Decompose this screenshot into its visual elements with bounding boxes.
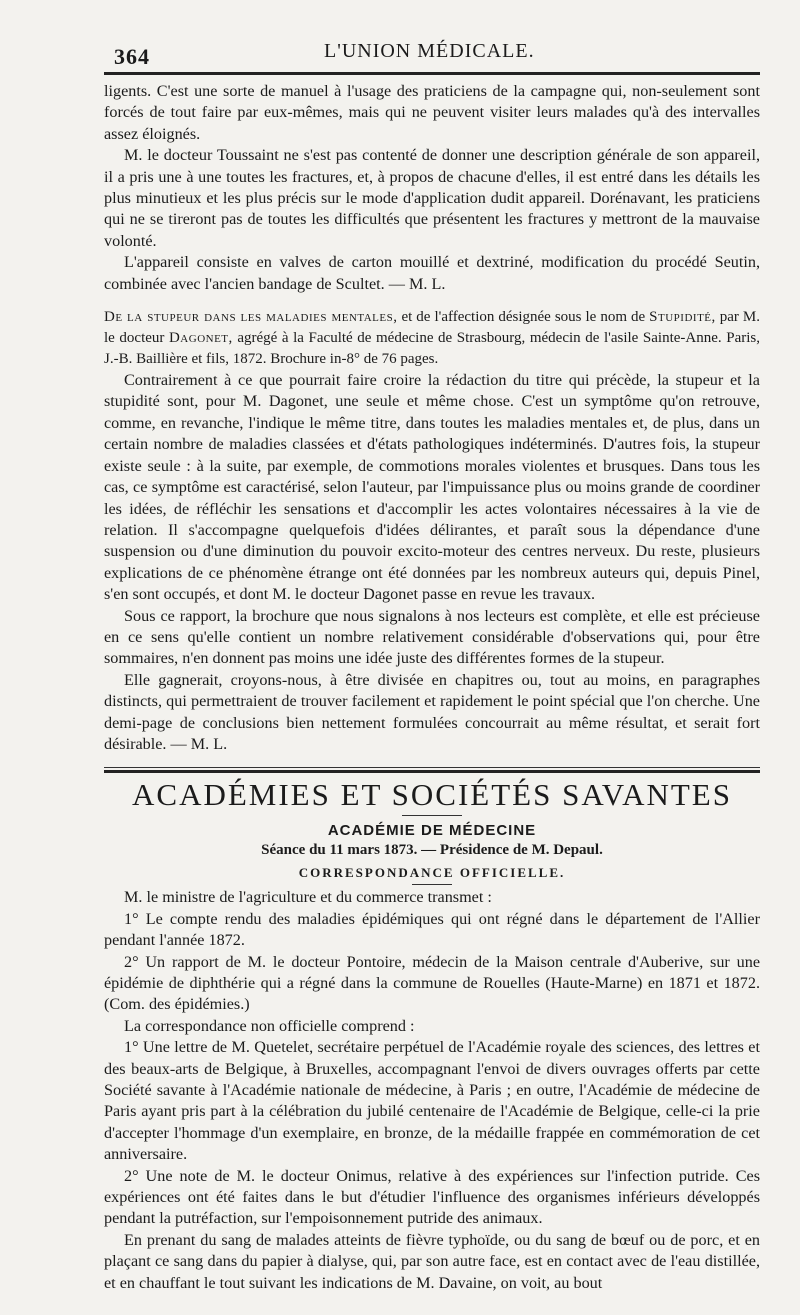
header-rule: [104, 72, 760, 75]
page-number: 364: [114, 44, 150, 69]
paragraph: L'appareil consiste en valves de carton mouillé et dextriné, modification du procédé Seutin, combinée avec l'ancien bandage de Scultet. — M. L.: [104, 253, 760, 293]
paragraph: En prenant du sang de malades atteints de fièvre typhoïde, ou du sang de bœuf ou de porc, et en plaçant ce sang dans du papier à dialyse, qui, par son autre face, est en contact avec de l'eau distillée, et en chauffant le tout suivant les indications de M. Davaine, on voit, au bout: [104, 1230, 760, 1292]
section-separator: [104, 767, 760, 773]
divider: [402, 815, 462, 816]
section-title: ACADÉMIES ET SOCIÉTÉS SAVANTES: [132, 777, 732, 813]
divider: [412, 884, 452, 885]
paragraph: Contrairement à ce que pourrait faire croire la rédaction du titre qui précède, la stupeur et la stupidité sont, pour M. Dagonet, une seule et même chose. C'est un symptôme qu'on retrouve, comme, en revanche, l'indique le même titre, dans toutes les maladies mentales et, de plus, dans un certain nombre de maladies classées et d'états pathologiques indéterminés. D'autres fois, la stupeur existe seule : à la suite, par exemple, de commotions morales violentes et brusques. Dans tous les cas, ce symptôme est caractérisé, selon l'auteur, par l'impuissance plus ou moins grande de coordiner les idées, de réfléchir les sensations et d'accomplir les actes volontaires nécessaires à la vie de relation. Il s'accompagne quelquefois d'idées délirantes, et paraît sous la dépendance d'une suspension ou d'une diminution du pouvoir excito-moteur des centres nerveux. Du reste, plusieurs explications de ce phénomène étrange ont été données par les nombreux auteurs qui, depuis Pinel, s'en sont occupés, et dont M. le docteur Dagonet passe en revue les travaux.: [104, 371, 760, 604]
list-item: 1° Le compte rendu des maladies épidémiques qui ont régné dans le département de l'Allier pendant l'année 1872.: [104, 909, 760, 950]
academy-heading: ACADÉMIE DE MÉDECINE: [327, 822, 537, 840]
paragraph: M. le ministre de l'agriculture et du commerce transmet :: [124, 888, 492, 907]
review-title-2: Stupidité,: [649, 309, 716, 326]
review-heading: [104, 307, 760, 370]
paragraph: Elle gagnerait, croyons-nous, à être divisée en chapitres ou, tout au moins, en paragraphes distincts, qui permettraient de trouver facilement et rapidement le point spécial que l'on cherche. Une demi-page de conclusions bien nettement formulées concourrait au même résultat, et serait fort désirable. — M. L.: [104, 670, 760, 753]
session-heading: Séance du 11 mars 1873. — Présidence de M. Depaul.: [261, 842, 603, 859]
list-item: 1° Une lettre de M. Quetelet, secrétaire perpétuel de l'Académie royale des sciences, des lettres et des beaux-arts de Belgique, à Bruxelles, accompagnant l'envoi de divers ouvrages offerts par cette Société savante à l'Académie nationale de médecine, à Paris ; en outre, l'Académie de médecine de Paris ayant pris part à la célébration du jubilé centenaire de l'Académie de Belgique, celle-ci la prie d'accepter l'hommage d'un exemplaire, en bronze, de la médaille frappée en commémoration de cet anniversaire.: [104, 1038, 760, 1164]
running-title: L'UNION MÉDICALE.: [324, 40, 535, 62]
review-author: Dagonet,: [168, 330, 233, 347]
paragraph: ligents. C'est une sorte de manuel à l'usage des praticiens de la campagne qui, non-seulement sont forcés de tout faire par eux-mêmes, mais qui ne peuvent visiter leurs malades qu'à des intervalles assez éloignés.: [104, 82, 760, 143]
review-details: agrégé à la Faculté de médecine de Strasbourg, médecin de l'asile Sainte-Anne. Paris, J.-B. Baillière et fils, 1872. Brochure in-8° de 76 pages.: [104, 330, 760, 368]
review-title: De la stupeur dans les maladies mentales,: [104, 309, 398, 326]
page-header: [104, 38, 760, 70]
review-author-pre: par M. le docteur: [104, 309, 761, 347]
paragraph: Sous ce rapport, la brochure que nous signalons à nos lecteurs est complète, et elle est précieuse en ce sens qu'elle contient un nombre relativement considérable d'observations qui, pour être sommaires, n'en donnent pas moins une idée juste des différentes formes de la stupeur.: [104, 606, 760, 668]
review-title-rest: et de l'affection désignée sous le nom de: [397, 309, 650, 326]
list-item: 2° Une note de M. le docteur Onimus, relative à des expériences sur l'infection putride. Ces expériences ont été faites dans le but d'étudier l'influence des organismes inférieurs développés pendant la putréfaction, sur l'empoisonnement putride des animaux.: [104, 1166, 760, 1228]
divider: [104, 770, 760, 773]
paragraph: M. le docteur Toussaint ne s'est pas contenté de donner une description générale de son appareil, il a pris une à une toutes les fractures, et, à propos de chacune d'elles, il est entré dans les détails les plus minutieux et les plus précis sur le mode d'application dudit appareil. Dorénavant, les praticiens qui ne se tireront pas de toutes les difficultés que présentent les fractures y mettront de la mauvaise volonté.: [104, 146, 760, 250]
list-item: 2° Un rapport de M. le docteur Pontoire, médecin de la Maison centrale d'Auberive, sur une épidémie de diphthérie qui a régné dans la commune de Rouelles (Haute-Marne) en 1871 et 1872. (Com. des épidémies.): [104, 952, 760, 1014]
paragraph: La correspondance non officielle comprend :: [124, 1016, 415, 1035]
correspondence-heading: CORRESPONDANCE OFFICIELLE.: [298, 865, 566, 881]
divider: [104, 767, 760, 768]
